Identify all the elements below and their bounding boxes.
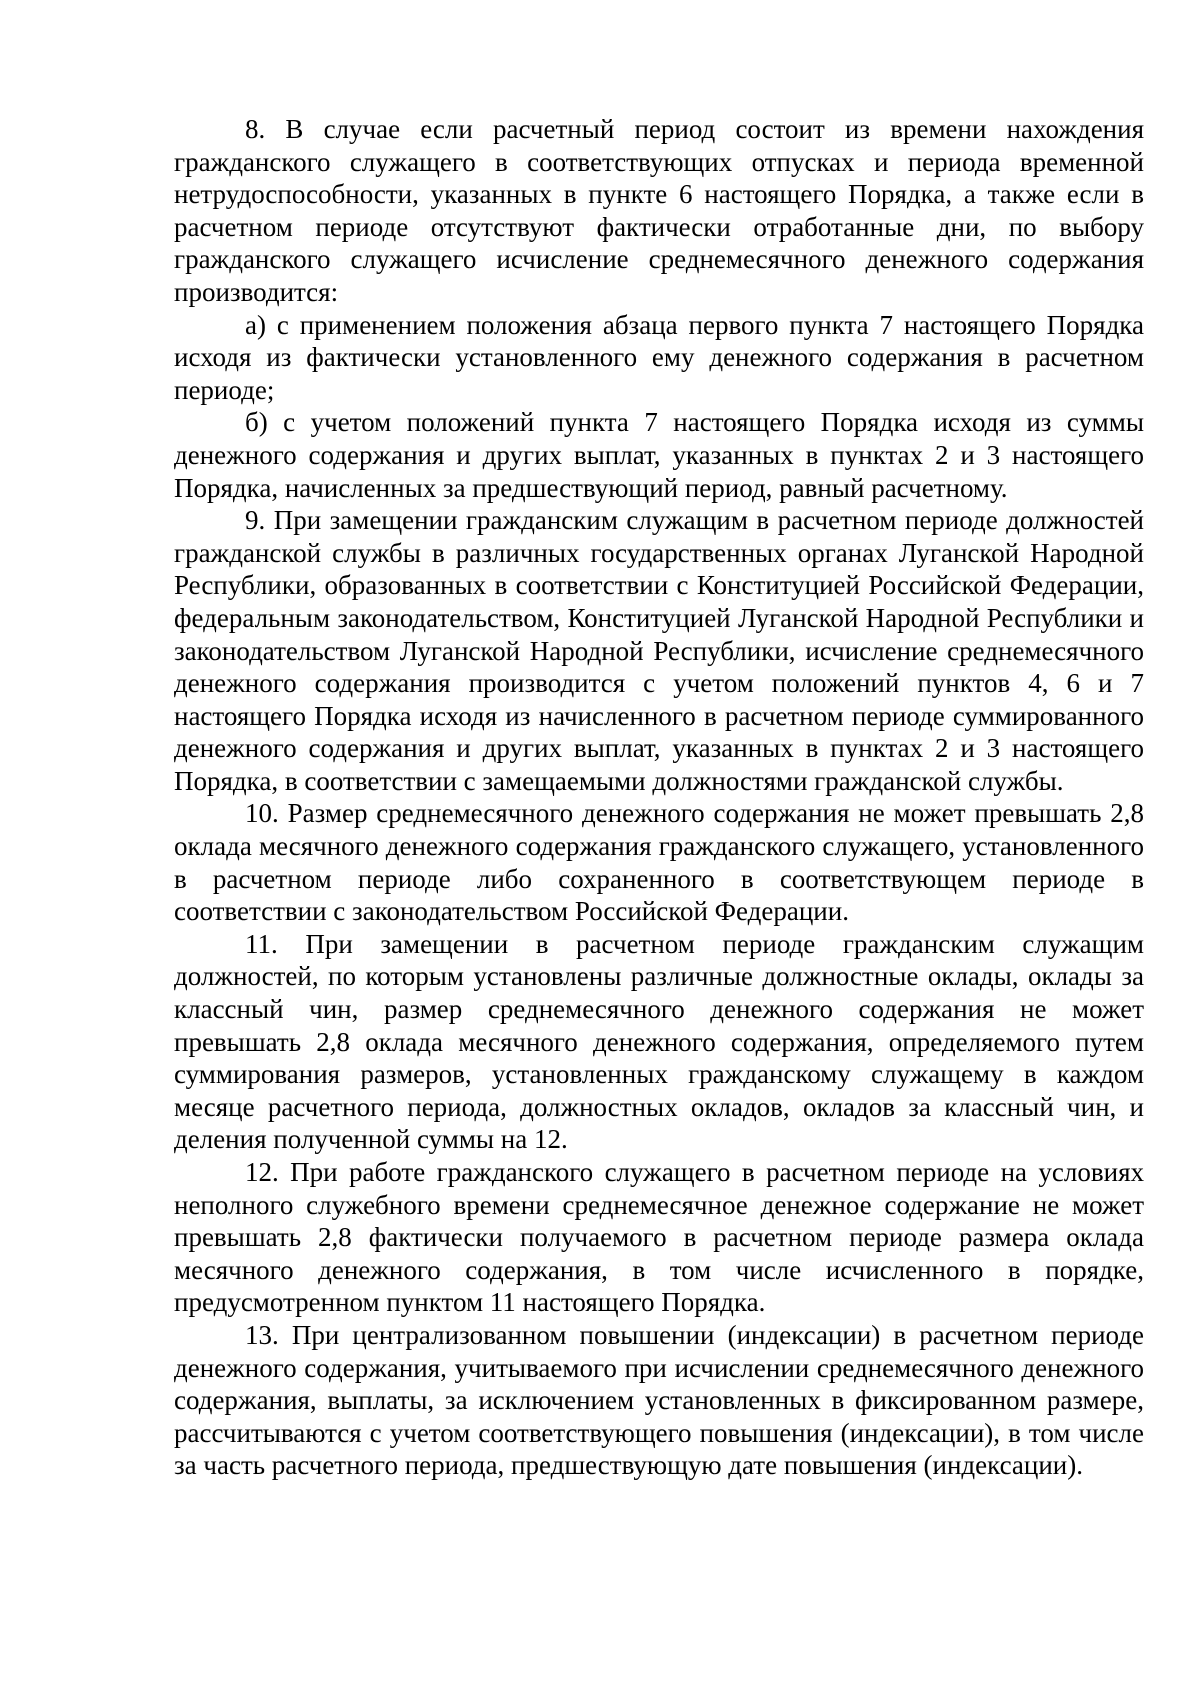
paragraph-10: 10. Размер среднемесячного денежного содержания не может превышать 2,8 оклада месячного денежного содержания гражданского служащего, установленного в расчетном периоде либо сохраненного в соответствующем периоде в соответствии с законодательством Российской Федерации.	[174, 798, 1144, 927]
paragraph-13: 13. При централизованном повышении (индексации) в расчетном периоде денежного содержания, учитываемого при исчислении среднемесячного денежного содержания, выплаты, за исключением установленных в фиксированном размере, рассчитываются с учетом соответствующего повышения (индексации), в том числе за часть расчетного периода, предшествующую дате повышения (индексации).	[174, 1319, 1144, 1481]
paragraph-11: 11. При замещении в расчетном периоде гражданским служащим должностей, по которым установлены различные должностные оклады, оклады за классный чин, размер среднемесячного денежного содержания не может превышать 2,8 оклада месячного денежного содержания, определяемого путем суммирования размеров, установленных гражданскому служащему в каждом месяце расчетного периода, должностных окладов, окладов за классный чин, и деления полученной суммы на 12.	[174, 928, 1144, 1155]
paragraph-8: 8. В случае если расчетный период состоит из времени нахождения гражданского служащего в соответствующих отпусках и периода временной нетрудоспособности, указанных в пункте 6 настоящего Порядка, а также если в расчетном периоде отсутствуют фактически отработанные дни, по выбору гражданского служащего исчисление среднемесячного денежного содержания производится:	[174, 114, 1144, 307]
paragraph-9: 9. При замещении гражданским служащим в расчетном периоде должностей гражданской службы в различных государственных органах Луганской Народной Республики, образованных в соответствии с Конституцией Российской Федерации, федеральным законодательством, Конституцией Луганской Народной Республики и законодательством Луганской Народной Республики, исчисление среднемесячного денежного содержания производится с учетом положений пунктов 4, 6 и 7 настоящего Порядка исходя из начисленного в расчетном периоде суммированного денежного содержания и других выплат, указанных в пунктах 2 и 3 настоящего Порядка, в соответствии с замещаемыми должностями гражданской службы.	[174, 505, 1144, 796]
document-body	[174, 113, 1144, 1482]
paragraph-8-b: б) с учетом положений пункта 7 настоящего Порядка исходя из суммы денежного содержания и других выплат, указанных в пунктах 2 и 3 настоящего Порядка, начисленных за предшествующий период, равный расчетному.	[174, 407, 1144, 503]
paragraph-12: 12. При работе гражданского служащего в расчетном периоде на условиях неполного служебного времени среднемесячное денежное содержание не может превышать 2,8 фактически получаемого в расчетном периоде размера оклада месячного денежного содержания, в том числе исчисленного в порядке, предусмотренном пунктом 11 настоящего Порядка.	[174, 1157, 1144, 1318]
paragraph-8-a: а) с применением положения абзаца первого пункта 7 настоящего Порядка исходя из фактически установленного ему денежного содержания в расчетном периоде;	[174, 309, 1144, 405]
